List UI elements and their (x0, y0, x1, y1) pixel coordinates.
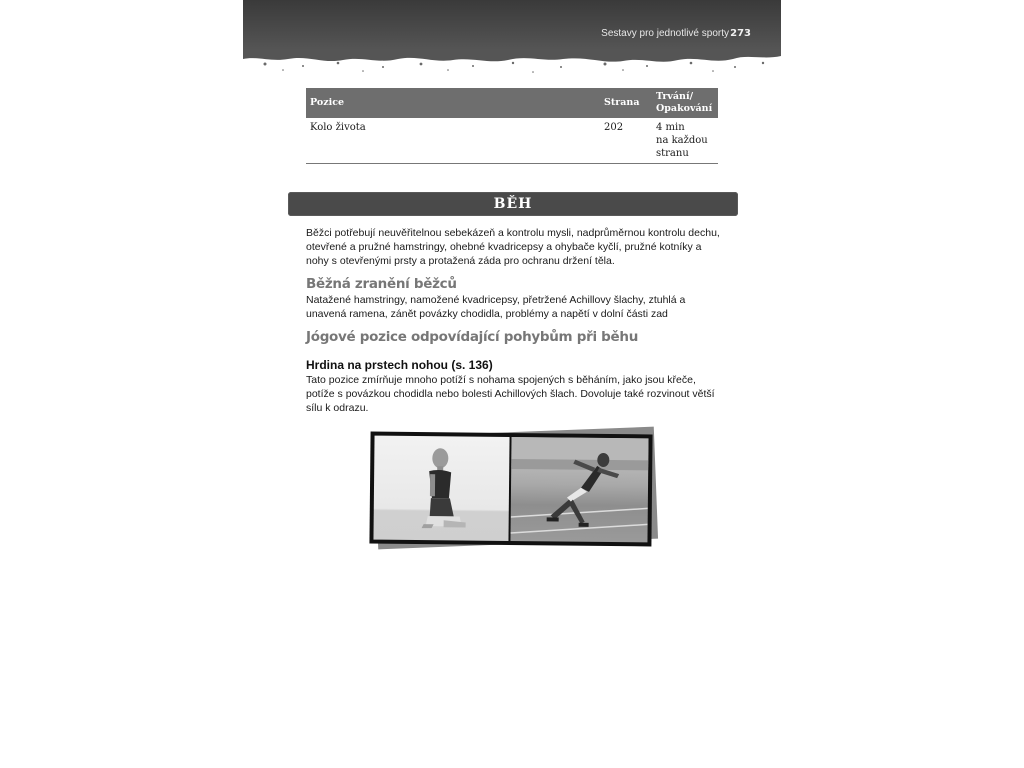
header-pose: Pozice (306, 88, 600, 118)
header-grunge-edge (243, 50, 781, 80)
pose-description: Tato pozice zmírňuje mnoho potíží s nohama spojených s běháním, jako jsou křeče, potíže s povázkou chodidla nebo bolesti Achillových šlach. Dovoluje také rozvinout větší sílu k odrazu. (306, 374, 715, 414)
running-title: Sestavy pro jednotlivé sporty (601, 28, 729, 39)
section-banner (288, 192, 738, 216)
table-header-row (306, 88, 718, 118)
cell-duration-line: 4 min (656, 122, 685, 133)
photo-frame (369, 432, 652, 547)
header-duration (652, 88, 718, 118)
pose-table (306, 88, 718, 164)
cell-duration-line: na každou (656, 135, 708, 146)
table-row (306, 118, 718, 164)
book-page (243, 0, 781, 768)
header-duration-line1: Trvání/ (656, 91, 694, 102)
page-number: 273 (730, 28, 751, 39)
header-page: Strana (600, 88, 652, 118)
poses-heading: Jógové pozice odpovídající pohybům při běhu (306, 329, 639, 345)
section-title: BĚH (493, 196, 533, 212)
cell-pose: Kolo života (306, 118, 600, 164)
cell-duration (652, 118, 718, 164)
sprinter-photo (510, 437, 648, 542)
cell-page: 202 (600, 118, 652, 164)
page-header (243, 0, 781, 50)
pose-title: Hrdina na prstech nohou (s. 136) (306, 358, 493, 372)
injuries-text: Natažené hamstringy, namožené kvadricepsy, přetržené Achillovy šlachy, ztuhlá a unavená ramena, zánět povázky chodidla, problémy a napětí v dolní části zad (306, 294, 686, 320)
header-duration-line2: Opakování (656, 103, 713, 114)
injuries-heading: Běžná zranění běžců (306, 276, 457, 292)
photo-collage (368, 428, 658, 550)
section-intro: Běžci potřebují neuvěřitelnou sebekázeň a kontrolu mysli, nadprůměrnou kontrolu dechu, otevřené a pružné hamstringy, ohebné kvadricepsy a ohybače kyčlí, pružné kotníky a nohy s otevřenými prsty a protažená záda pro ochranu držení těla. (306, 227, 720, 267)
cell-duration-line: stranu (656, 148, 689, 159)
yoga-pose-photo (373, 436, 509, 541)
